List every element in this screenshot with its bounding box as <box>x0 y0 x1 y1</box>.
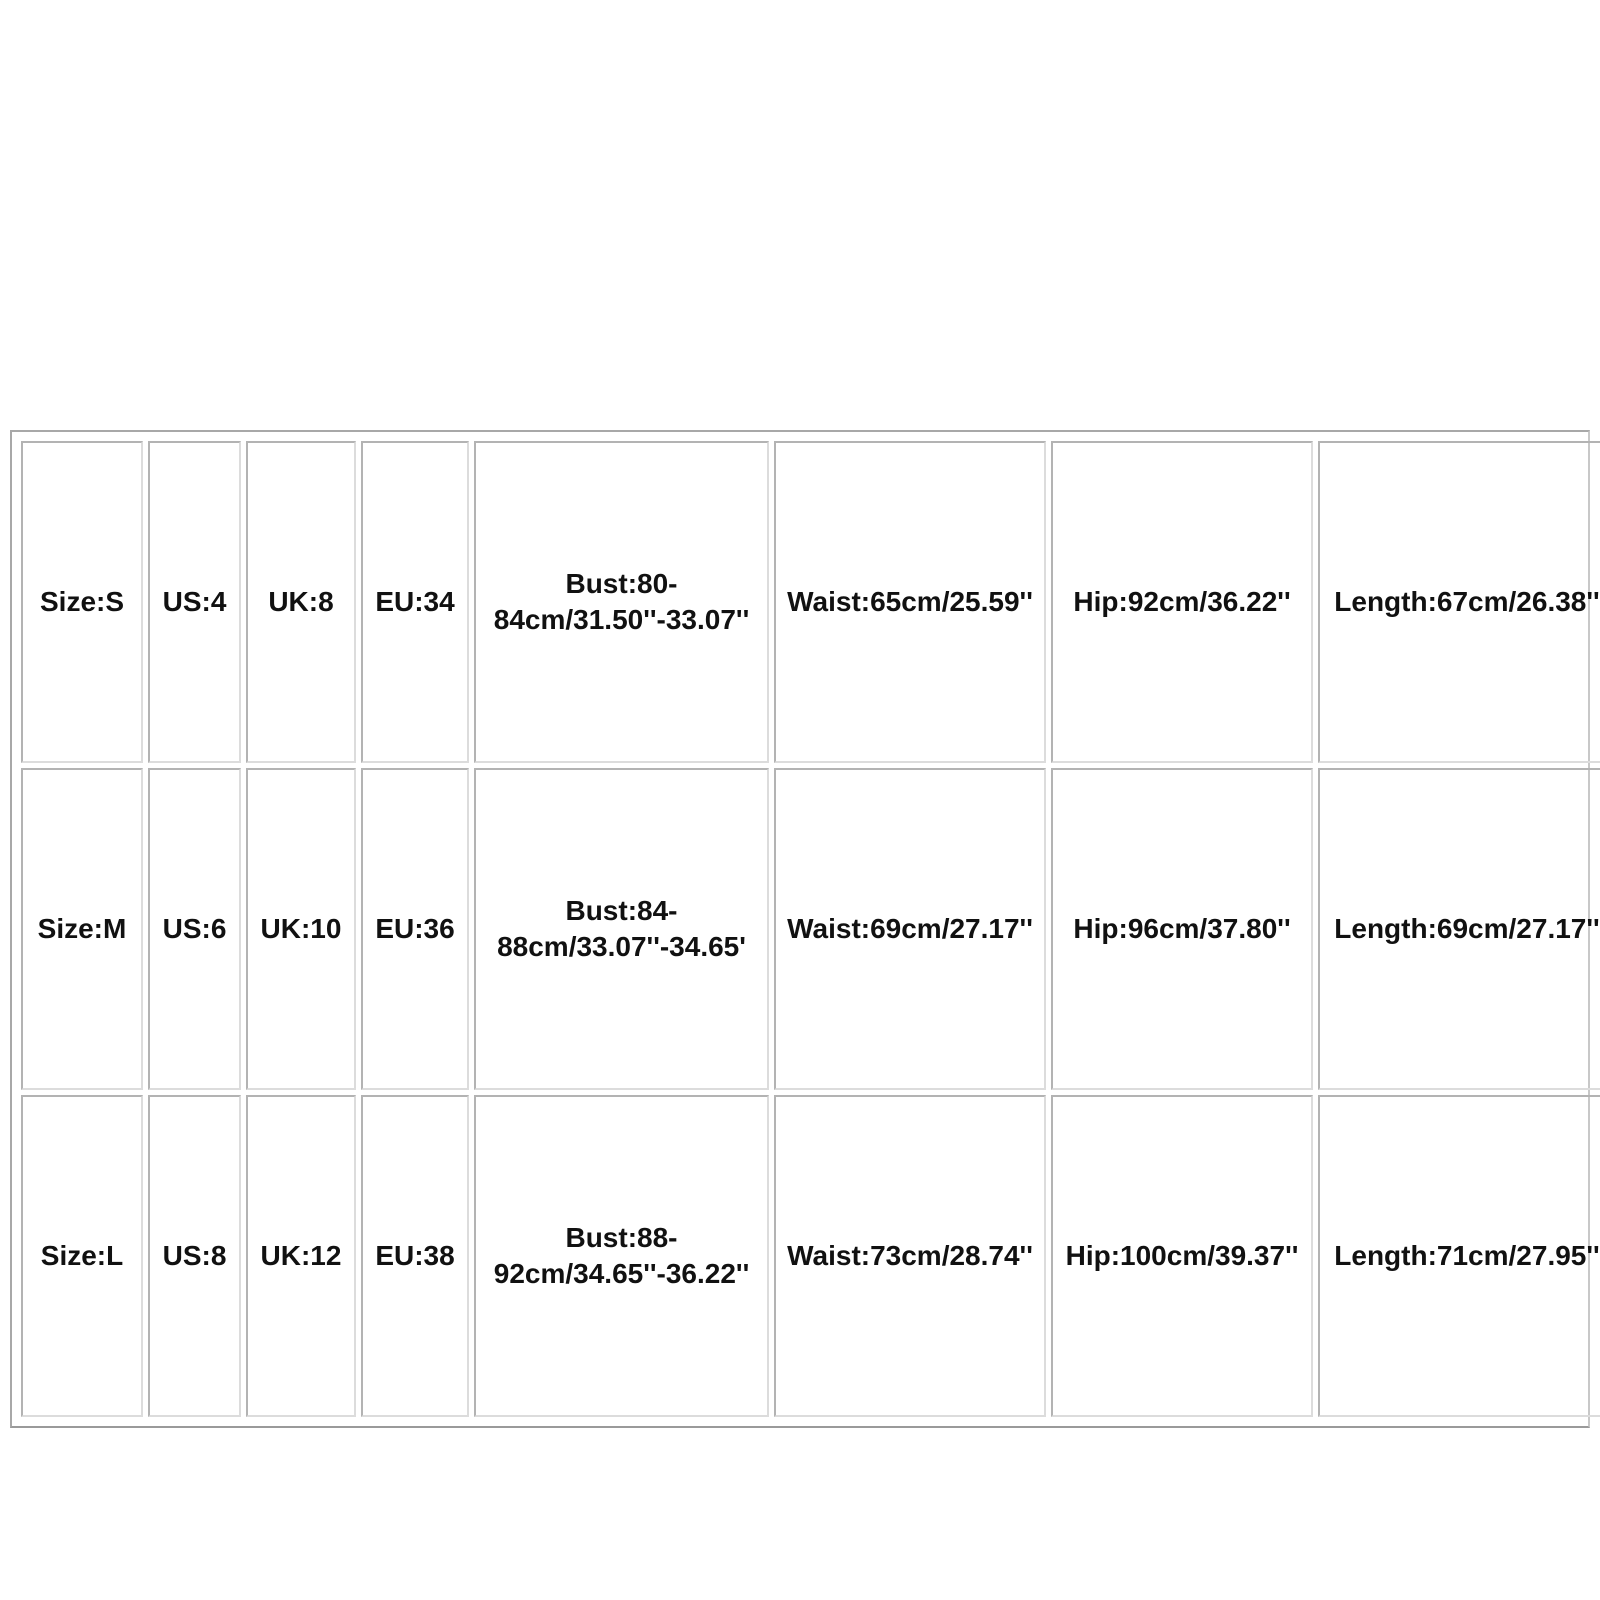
hip-cell: Hip:92cm/36.22'' <box>1051 441 1313 763</box>
eu-size-cell: EU:34 <box>361 441 469 763</box>
bust-line-1: Bust:84- <box>565 895 678 926</box>
waist-cell: Waist:65cm/25.59'' <box>774 441 1046 763</box>
size-chart <box>10 430 1600 1428</box>
eu-size-cell: EU:36 <box>361 768 469 1090</box>
size-cell: Size:M <box>21 768 143 1090</box>
table-row <box>21 768 1600 1090</box>
length-cell: Length:69cm/27.17'' <box>1318 768 1600 1090</box>
bust-cell <box>474 441 769 763</box>
bust-line-2: 88cm/33.07''-34.65' <box>497 931 746 962</box>
uk-size-cell: UK:10 <box>246 768 356 1090</box>
size-chart-table <box>16 436 1600 1422</box>
length-cell: Length:67cm/26.38'' <box>1318 441 1600 763</box>
uk-size-cell: UK:12 <box>246 1095 356 1417</box>
bust-line-1: Bust:88- <box>565 1222 678 1253</box>
waist-cell: Waist:69cm/27.17'' <box>774 768 1046 1090</box>
bust-line-2: 84cm/31.50''-33.07'' <box>493 604 750 635</box>
size-cell: Size:L <box>21 1095 143 1417</box>
length-cell: Length:71cm/27.95'' <box>1318 1095 1600 1417</box>
bust-line-1: Bust:80- <box>565 568 678 599</box>
table-row <box>21 1095 1600 1417</box>
size-cell: Size:S <box>21 441 143 763</box>
us-size-cell: US:8 <box>148 1095 241 1417</box>
hip-cell: Hip:100cm/39.37'' <box>1051 1095 1313 1417</box>
waist-cell: Waist:73cm/28.74'' <box>774 1095 1046 1417</box>
bust-cell <box>474 1095 769 1417</box>
us-size-cell: US:4 <box>148 441 241 763</box>
bust-line-2: 92cm/34.65''-36.22'' <box>493 1258 750 1289</box>
table-row <box>21 441 1600 763</box>
uk-size-cell: UK:8 <box>246 441 356 763</box>
us-size-cell: US:6 <box>148 768 241 1090</box>
hip-cell: Hip:96cm/37.80'' <box>1051 768 1313 1090</box>
bust-cell <box>474 768 769 1090</box>
eu-size-cell: EU:38 <box>361 1095 469 1417</box>
